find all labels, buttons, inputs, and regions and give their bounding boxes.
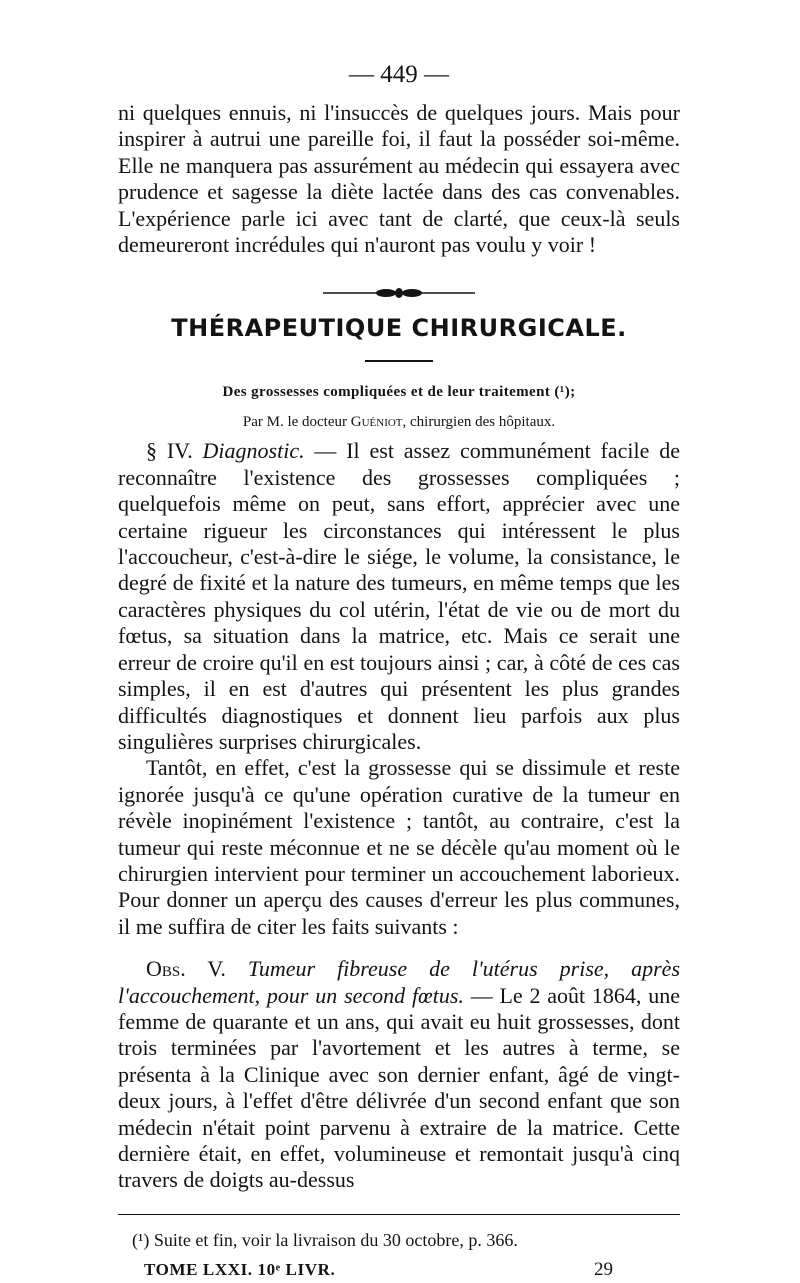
author-name: Guéniot (350, 414, 403, 431)
signature-number: 29 (594, 1258, 613, 1280)
title-rule (365, 360, 433, 362)
page-number: — 449 — (349, 61, 449, 88)
observation-title: Tumeur fibreuse de l'utérus prise, après l'accouchement, pour un second fœtus. (118, 956, 681, 1008)
observation-paragraph (118, 956, 680, 1194)
article-footnote-mark: (¹) (554, 384, 571, 401)
volume-signature: TOME LXXI. 10ᵉ LIVR. (144, 1259, 336, 1279)
observation-label: Obs. V. (146, 956, 226, 982)
book-page (118, 60, 680, 1283)
diagnostic-heading: Diagnostic. (202, 438, 305, 464)
section-title: THÉRAPEUTIQUE CHIRURGICALE. (171, 314, 627, 343)
article-title-end: ; (570, 384, 576, 401)
article-title-text: Des grossesses compliquées et de leur traitement (222, 384, 551, 401)
diagnostic-section-mark: § IV. (146, 438, 193, 464)
footnote-rule (118, 1214, 680, 1215)
tantot-paragraph: Tantôt, en effet, c'est la grossesse qui se dissimule et reste ignorée jusqu'à ce qu'une opération curative de la tumeur en révèle inopinément l'existence ; tantôt, au contraire, c'est la tumeur qui reste méconnue et ne se décèle qu'au moment où le chirurgien intervient pour terminer un accouchement laborieux. Pour donner un aperçu des causes d'erreur les plus communes, il me suffira de citer les faits suivants : (118, 755, 680, 939)
article-title (118, 382, 680, 402)
diagnostic-paragraph (118, 438, 680, 755)
spacer (118, 940, 680, 956)
footnote: (¹) Suite et fin, voir la livraison du 30 octobre, p. 366. (132, 1229, 518, 1250)
author-suffix: , chirurgien des hôpitaux. (402, 414, 556, 431)
observation-text: — Le 2 août 1864, une femme de quarante et un ans, qui avait eu huit grossesses, dont trois terminées par l'avortement et les autres à terme, se présenta à la Clinique avec son dernier enfant, âgé de vingt-deux jours, à l'effet d'être délivrée d'un second enfant que son médecin n'était point parvenu à extraire de la matrice. Cette dernière était, en effet, volumineuse et remontait jusqu'à cinq travers de doigts au-dessus (118, 982, 680, 1193)
ornament-divider (323, 286, 475, 300)
diagnostic-text: — Il est assez communément facile de reconnaître l'existence des grossesses compliquées ; quelquefois même on peut, sans effort, apprécier avec une certaine rigueur les circonstances qui intéressent le plus l'accoucheur, c'est-à-dire le siége, le volume, la consistance, le degré de fixité et la nature des tumeurs, en même temps que les caractères physiques du col utérin, l'état de vie ou de mort du fœtus, sa situation dans la matrice, etc. Mais ce serait une erreur de croire qu'il en est toujours ainsi ; car, à côté de ces cas simples, il en est d'autres qui présentent les plus grandes difficultés diagnostiques et donnent lieu parfois aux plus singulières surprises chirurgicales. (118, 438, 680, 754)
intro-paragraph: ni quelques ennuis, ni l'insuccès de quelques jours. Mais pour inspirer à autrui une pareille foi, il faut la posséder soi-même. Elle ne manquera pas assurément au médecin qui essayera avec prudence et sagesse la diète lactée dans des cas convenables. L'expérience parle ici avec tant de clarté, que ceux-là seuls demeureront incrédules qui n'auront pas voulu y voir ! (118, 100, 680, 258)
page-footer (118, 1257, 680, 1283)
author-line (118, 412, 680, 432)
author-prefix: Par M. le docteur (242, 414, 347, 431)
